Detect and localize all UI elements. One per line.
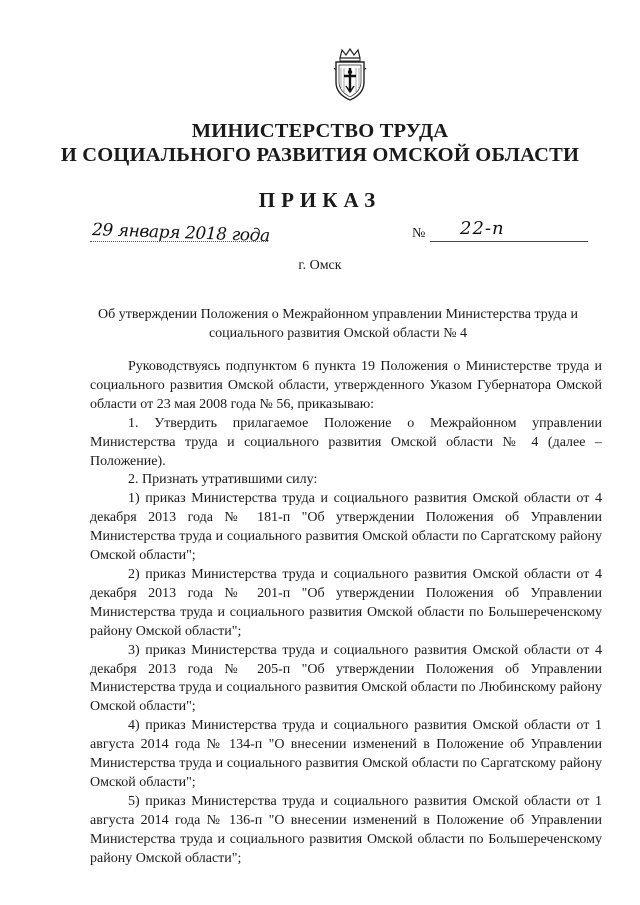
date-underline bbox=[90, 241, 268, 242]
paragraph-item-1: 1. Утвердить прилагаемое Положение о Межрайонном управлении Министерства труда и социального развития Омской области № 4 (далее – Положение). bbox=[90, 415, 602, 469]
paragraph-preamble: Руководствуясь подпунктом 6 пункта 19 Положения о Министерстве труда и социального развития Омской области, утвержденного Указом Губернатора Омской области от 23 мая 2008 года № 56, приказываю: bbox=[90, 359, 602, 412]
order-subject: Об утверждении Положения о Межрайонном управлении Министерства труда и социального развития Омской области № 4 bbox=[97, 307, 578, 341]
paragraph-subitem-5: 5) приказ Министерства труда и социального развития Омской области от 1 августа 2014 года № 136-п "О внесении изменений в Положение об Управлении Министерства труда и социального развития Омской области по Большереченскому району Омской области"; bbox=[90, 793, 602, 866]
order-body bbox=[90, 358, 602, 868]
omsk-coat-of-arms-icon bbox=[326, 48, 374, 102]
number-underline bbox=[430, 241, 588, 242]
paragraph-item-2: 2. Признать утратившими силу: bbox=[128, 472, 318, 488]
order-number-label: № bbox=[412, 226, 426, 241]
paragraph-subitem-3: 3) приказ Министерства труда и социального развития Омской области от 4 декабря 2013 года № 205-п "Об утверждении Положения об Управлении Министерства труда и социального развития Омской области по Любинскому району Омской области"; bbox=[90, 642, 602, 715]
order-number: 22-п bbox=[460, 218, 505, 239]
document-type-title: ПРИКАЗ bbox=[258, 188, 382, 212]
paragraph-subitem-4: 4) приказ Министерства труда и социального развития Омской области от 1 августа 2014 года № 134-п "О внесении изменений в Положение об Управлении Министерства труда и социального развития Омской области по Саргатскому району Омской области"; bbox=[90, 718, 602, 790]
ministry-name-line1: МИНИСТЕРСТВО ТРУДА bbox=[191, 120, 449, 142]
city-name: г. Омск bbox=[298, 258, 342, 273]
paragraph-subitem-1: 1) приказ Министерства труда и социального развития Омской области от 4 декабря 2013 года № 181-п "Об утверждении Положения об Управлении Министерства труда и социального развития Омской области по Саргатскому району Омской области"; bbox=[90, 491, 602, 564]
paragraph-subitem-2: 2) приказ Министерства труда и социального развития Омской области от 4 декабря 2013 года № 201-п "Об утверждении Положения об Управлении Министерства труда и социального развития Омской области по Большереченскому району Омской области"; bbox=[90, 566, 602, 639]
order-date: 29 января 2018 года bbox=[91, 220, 271, 247]
ministry-name-line2: И СОЦИАЛЬНОГО РАЗВИТИЯ ОМСКОЙ ОБЛАСТИ bbox=[60, 144, 580, 166]
